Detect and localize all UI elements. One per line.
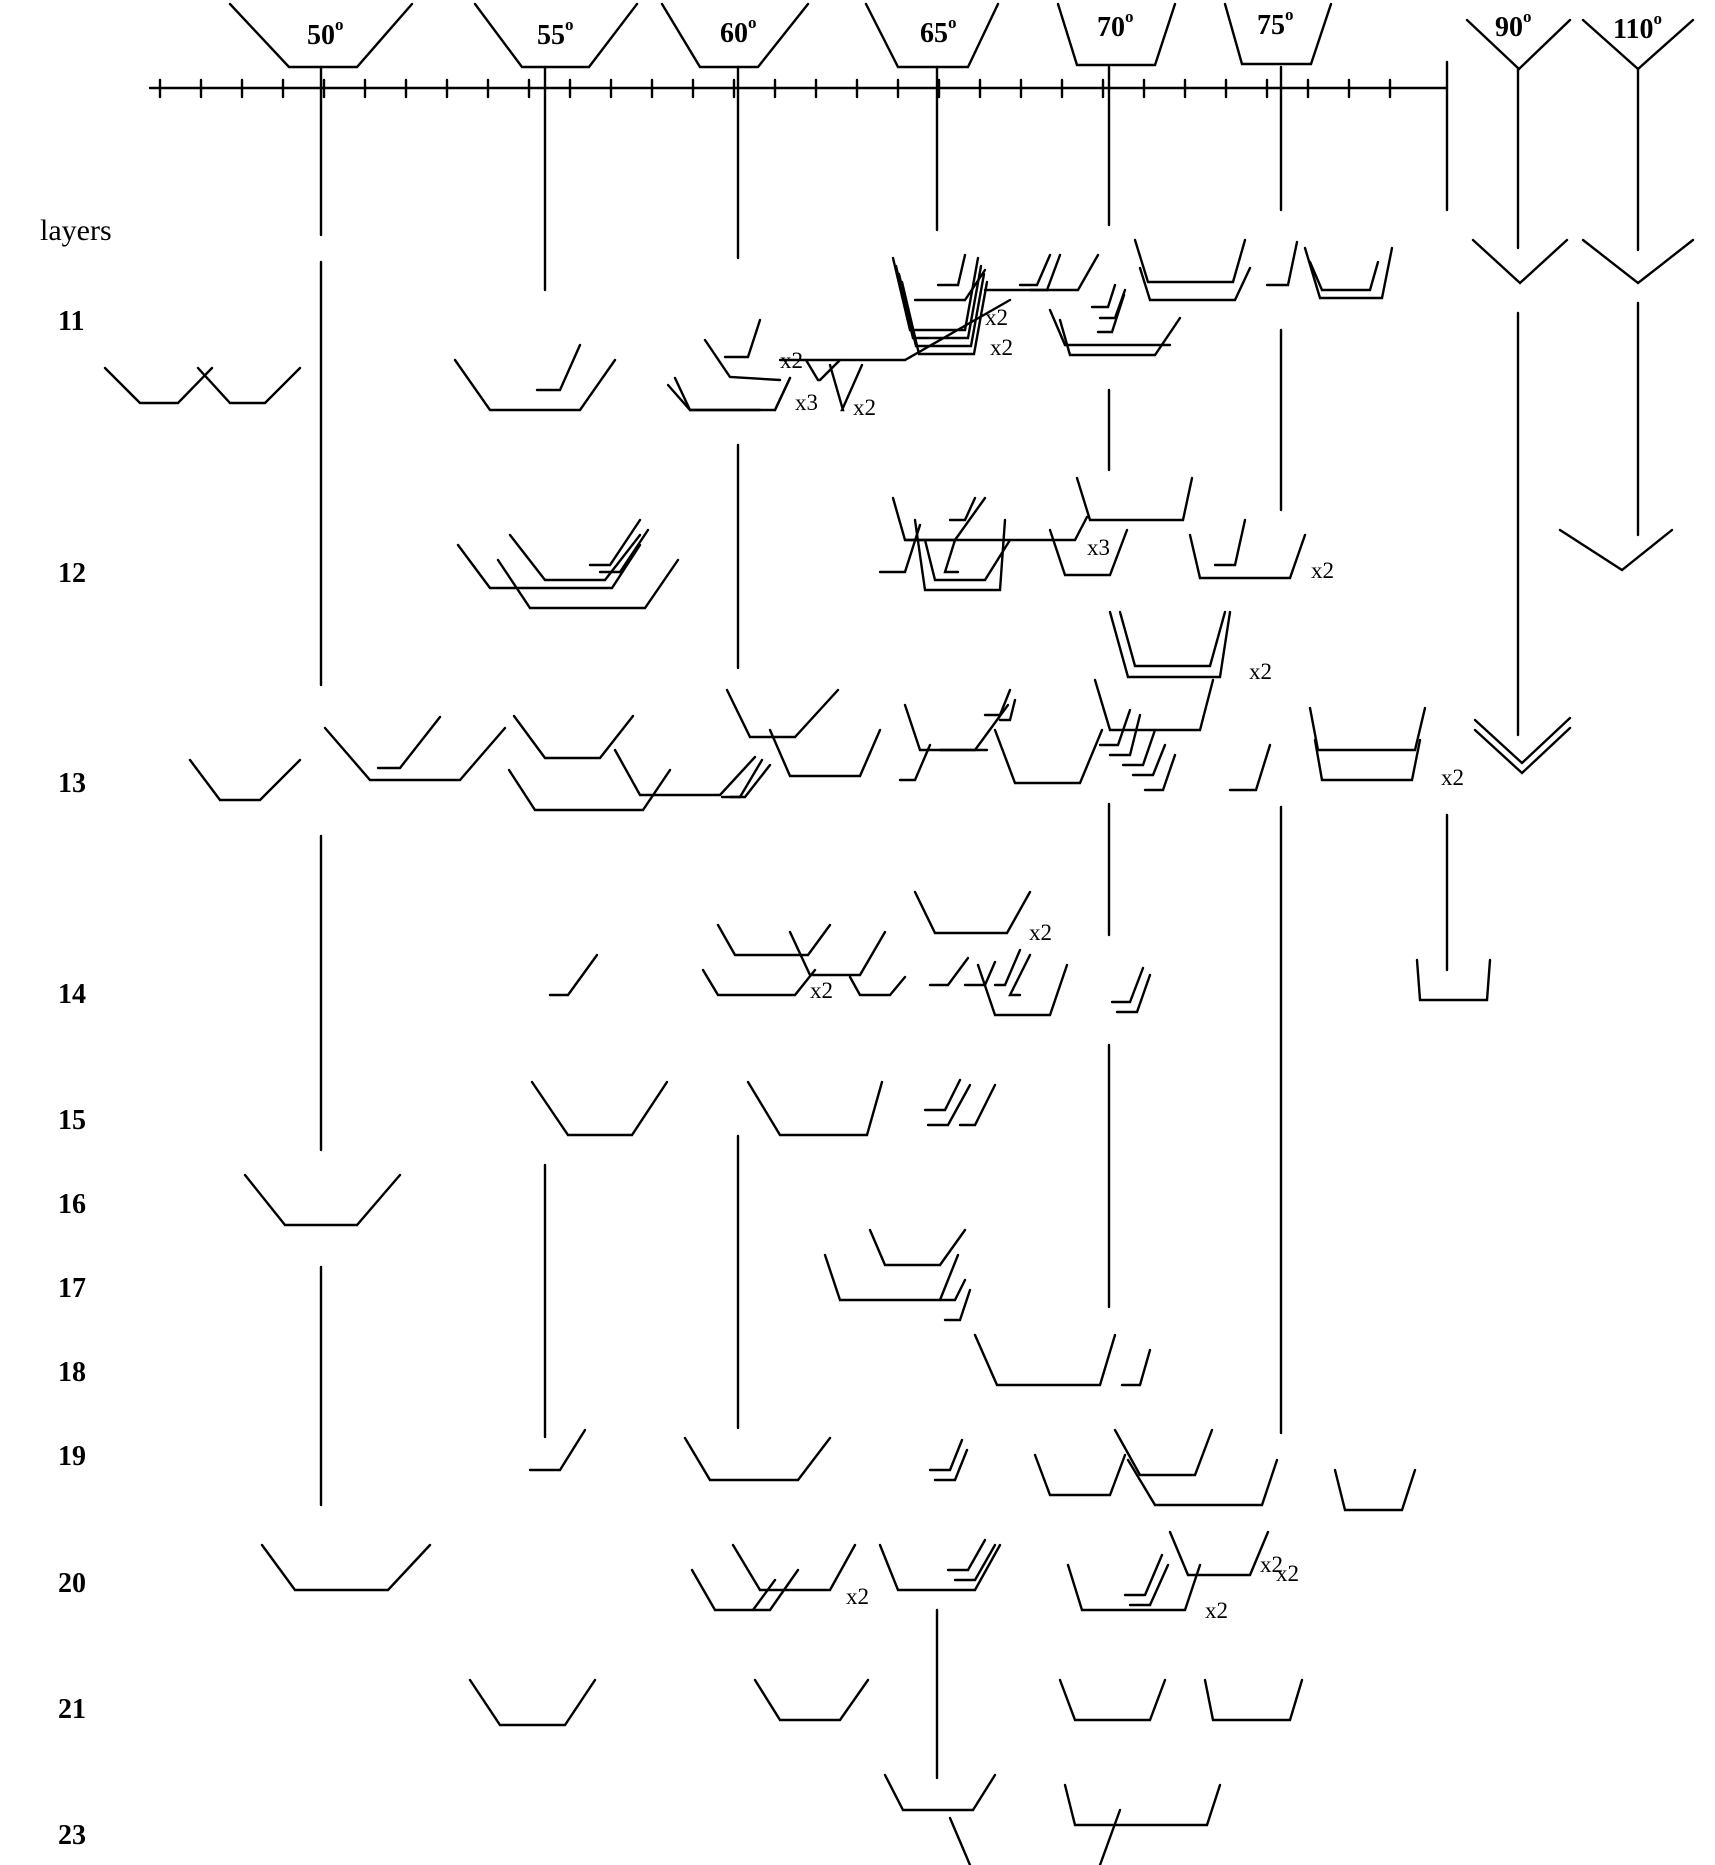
fold-shape xyxy=(930,958,968,985)
fold-shape xyxy=(1310,708,1425,750)
layer-number: 12 xyxy=(58,558,86,589)
fold-shape xyxy=(1120,612,1225,666)
angle-header-55: 55$^o$ xyxy=(537,15,574,51)
multiplier-label: x2 xyxy=(990,335,1013,360)
stroke xyxy=(775,378,790,410)
multiplier-label: x2 xyxy=(1311,558,1334,583)
angle-header-60: 60$^o$ xyxy=(720,13,757,49)
fold-shape xyxy=(1065,1785,1220,1825)
fold-shape xyxy=(985,690,1010,715)
fold-shape xyxy=(905,705,1008,750)
fold-shape xyxy=(880,525,920,572)
layer-number: 15 xyxy=(58,1105,86,1136)
layer-number: 21 xyxy=(58,1694,86,1725)
fold-shape xyxy=(945,540,958,572)
layer-numbers xyxy=(58,306,86,1851)
fold-shape xyxy=(995,730,1102,783)
multiplier-label: x2 xyxy=(1276,1561,1299,1586)
fold-shape xyxy=(1060,1680,1165,1720)
fold-shape xyxy=(245,1175,400,1225)
diagram-strokes xyxy=(105,4,1693,1865)
layer-number: 23 xyxy=(58,1820,86,1851)
layer-number: 20 xyxy=(58,1568,86,1599)
fold-shape xyxy=(1092,285,1115,307)
fold-shape xyxy=(727,690,838,737)
fold-shape xyxy=(1077,478,1192,520)
multiplier-label: x2 xyxy=(1441,765,1464,790)
angle-header-90: 90$^o$ xyxy=(1495,7,1532,43)
fold-shape xyxy=(1020,255,1050,285)
fold-shape xyxy=(1315,740,1420,780)
layer-number: 11 xyxy=(58,306,85,337)
layer-number: 13 xyxy=(58,768,86,799)
fold-shape xyxy=(325,728,505,780)
fold-shape xyxy=(930,1440,962,1470)
fold-shape xyxy=(725,320,760,357)
fold-shape xyxy=(1123,730,1155,765)
fold-shape xyxy=(1310,262,1378,290)
fold-shape xyxy=(550,955,597,995)
fold-shape xyxy=(905,517,1087,540)
fold-shape xyxy=(685,1438,830,1480)
fold-shape xyxy=(718,925,830,955)
fold-shape xyxy=(915,892,1030,933)
fold-shape xyxy=(458,545,640,588)
fold-shape xyxy=(198,368,300,403)
fold-shape xyxy=(825,1255,958,1300)
fold-shape xyxy=(733,1545,855,1590)
fold-shape xyxy=(705,340,780,380)
multiplier-label: x2 xyxy=(1205,1598,1228,1623)
fold-shape xyxy=(1115,1430,1212,1475)
fold-shape xyxy=(675,378,790,410)
fold-shape xyxy=(532,1082,667,1135)
fold-shape xyxy=(1095,680,1213,730)
fold-shape xyxy=(615,750,755,795)
angle-headers xyxy=(307,5,1662,51)
fold-shape xyxy=(105,368,212,403)
fold-shape xyxy=(530,1430,585,1470)
fold-shape xyxy=(948,1540,985,1570)
multiplier-label: x2 xyxy=(780,348,803,373)
angle-header-75: 75$^o$ xyxy=(1257,5,1294,41)
fold-shape xyxy=(928,1085,970,1125)
multiplier-label: x2 xyxy=(1029,920,1052,945)
fold-shape xyxy=(1112,968,1143,1002)
layer-number: 18 xyxy=(58,1357,86,1388)
multiplier-label: x2 xyxy=(1249,659,1272,684)
stroke xyxy=(1100,1810,1120,1865)
fold-shape xyxy=(1060,318,1180,355)
fold-shape xyxy=(668,385,760,410)
fold-shape xyxy=(938,255,965,285)
fold-shape xyxy=(1170,1532,1268,1575)
multiplier-label: x2 xyxy=(1260,1552,1283,1577)
fold-shape xyxy=(755,1680,868,1720)
fold-shape xyxy=(1267,242,1297,285)
angle-header-50: 50$^o$ xyxy=(307,15,344,51)
fold-shape xyxy=(806,360,840,380)
fold-shape xyxy=(1010,955,1030,995)
fold-shape xyxy=(1128,1460,1277,1505)
fold-shape xyxy=(748,1082,882,1135)
fold-shape xyxy=(703,970,815,995)
v-shape xyxy=(1475,728,1570,773)
fold-shape xyxy=(498,560,678,608)
fold-shape xyxy=(870,1230,965,1265)
fold-shape xyxy=(722,760,762,797)
multiplier-label: x2 xyxy=(853,395,876,420)
fold-shape xyxy=(1335,1470,1415,1510)
fold-shape xyxy=(378,717,440,768)
layer-number: 14 xyxy=(58,979,86,1010)
fold-shape xyxy=(470,1680,595,1725)
stroke xyxy=(950,1818,970,1865)
fold-shape xyxy=(455,360,615,410)
angle-header-70: 70$^o$ xyxy=(1097,7,1134,43)
fold-shape xyxy=(1417,960,1490,1000)
fold-shape xyxy=(995,950,1020,985)
fold-shape xyxy=(262,1545,430,1590)
layer-number: 17 xyxy=(58,1273,86,1304)
angle-header-65: 65$^o$ xyxy=(920,13,957,49)
multiplier-label: x3 xyxy=(1087,535,1110,560)
v-shape xyxy=(1560,530,1672,570)
fold-shape xyxy=(509,770,670,810)
fold-shape xyxy=(1050,310,1170,345)
fold-shape xyxy=(1068,1565,1200,1610)
fold-shape xyxy=(1140,268,1250,300)
fold-shape xyxy=(1215,520,1245,565)
fold-shape xyxy=(190,760,300,800)
angle-header-110: 110$^o$ xyxy=(1613,9,1662,45)
fold-shape xyxy=(975,1335,1115,1385)
fold-shape xyxy=(925,540,1010,580)
fold-shape xyxy=(885,1775,995,1810)
fold-shape xyxy=(850,977,905,995)
fold-shape xyxy=(1205,1680,1302,1720)
fold-shape xyxy=(1035,1455,1125,1495)
multiplier-labels xyxy=(780,305,1464,1623)
layer-number: 16 xyxy=(58,1189,86,1220)
fold-shape xyxy=(1135,240,1245,282)
fold-shape xyxy=(790,932,885,975)
fold-shape xyxy=(1190,535,1305,578)
v-shape xyxy=(1473,240,1567,283)
fold-shape xyxy=(1230,745,1270,790)
multiplier-label: x2 xyxy=(846,1584,869,1609)
fold-shape xyxy=(960,1085,995,1125)
layers-label: layers xyxy=(40,214,112,247)
multiplier-label: x2 xyxy=(985,305,1008,330)
fold-shape xyxy=(537,345,580,390)
fold-shape xyxy=(1122,1350,1150,1385)
fold-shape xyxy=(925,1080,960,1110)
layer-number: 19 xyxy=(58,1441,86,1472)
multiplier-label: x3 xyxy=(795,390,818,415)
multiplier-label: x2 xyxy=(810,978,833,1003)
